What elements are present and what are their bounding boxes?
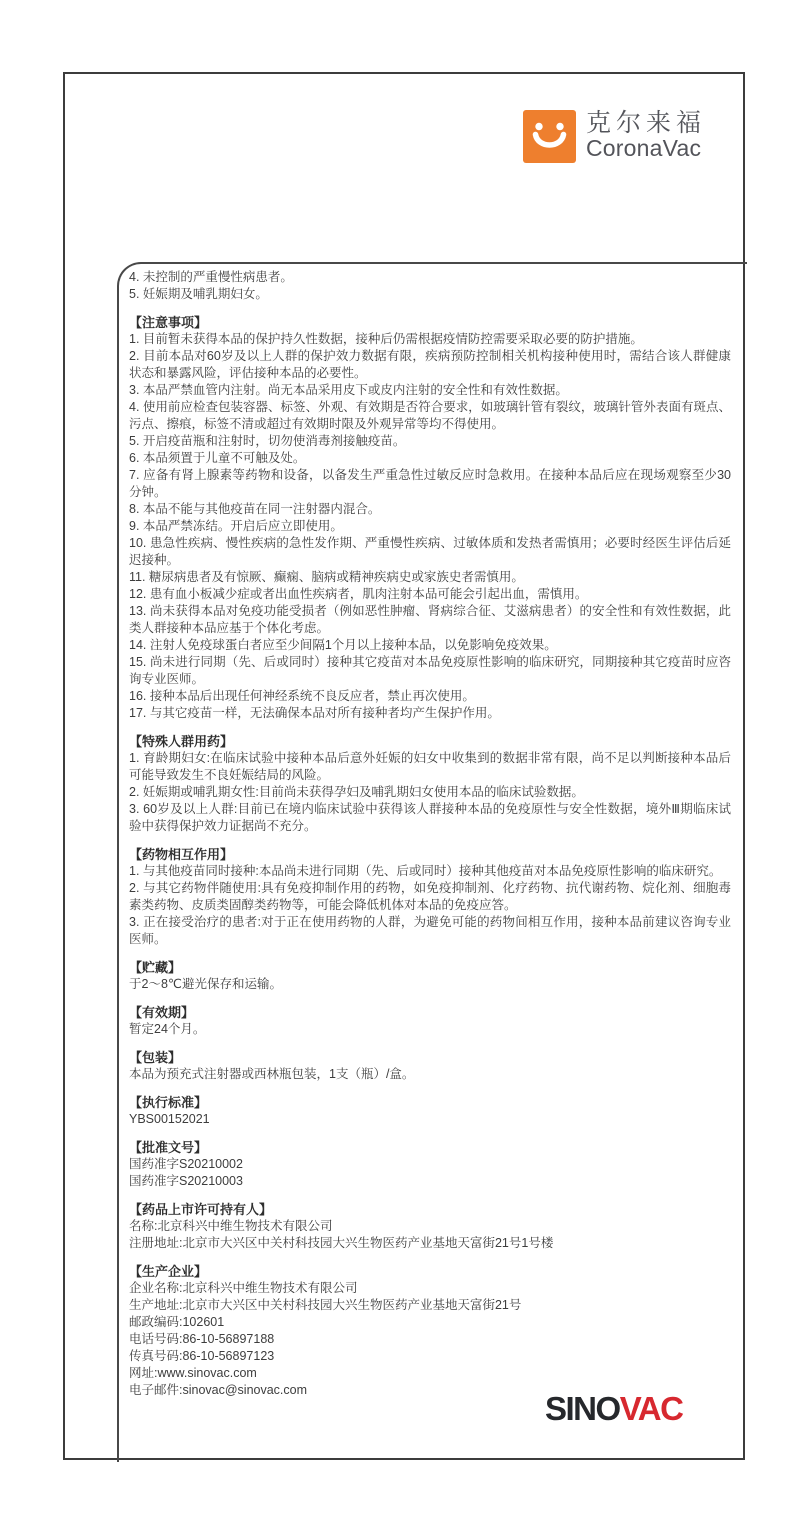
section-paragraph: 17. 与其它疫苗一样，无法确保本品对所有接种者均产生保护作用。 [129,706,500,720]
section-paragraph: 企业名称:北京科兴中维生物技术有限公司 [129,1281,358,1295]
brand-logo [523,110,706,163]
section-paragraph: 1. 目前暂未获得本品的保护持久性数据，接种后仍需根据疫情防控需要采取必要的防护措施。 [129,332,643,346]
page-border [63,72,745,1460]
section-paragraph: 3. 本品严禁血管内注射。尚无本品采用皮下或皮内注射的安全性和有效性数据。 [129,383,568,397]
section [129,1263,731,1399]
section-paragraph: 暂定24个月。 [129,1022,206,1036]
section-paragraph: 邮政编码:102601 [129,1315,225,1329]
section-heading: 【贮藏】 [129,960,182,975]
section-heading: 【批准文号】 [129,1140,208,1155]
section-paragraph: 15. 尚未进行同期（先、后或同时）接种其它疫苗对本品免疫原性影响的临床研究，同期接种其它疫苗时应咨询专业医师。 [129,655,731,686]
section-paragraph: 9. 本品严禁冻结。开启后应立即使用。 [129,519,343,533]
section-paragraph: 于2～8℃避光保存和运输。 [129,977,282,991]
intro-line: 4. 未控制的严重慢性病患者。 [129,270,293,284]
brand-name-cn: 克尔来福 [586,109,707,137]
brand-text [586,110,706,160]
section-paragraph: 5. 开启疫苗瓶和注射时，切勿使消毒剂接触疫苗。 [129,434,406,448]
intro-line: 5. 妊娠期及哺乳期妇女。 [129,287,268,301]
intro-block [129,269,731,303]
section-paragraph: 14. 注射人免疫球蛋白者应至少间隔1个月以上接种本品，以免影响免疫效果。 [129,638,557,652]
section [129,846,731,948]
section [129,1049,731,1083]
sinovac-logo-sino: SINO [545,1390,620,1427]
section [129,1094,731,1128]
section-paragraph: 12. 患有血小板减少症或者出血性疾病者，肌肉注射本品可能会引起出血，需慎用。 [129,587,588,601]
section-paragraph: YBS00152021 [129,1112,210,1126]
section-paragraph: 13. 尚未获得本品对免疫功能受损者（例如恶性肿瘤、肾病综合征、艾滋病患者）的安全性和有效性数据，此类人群接种本品应基于个体化考虑。 [129,604,731,635]
section-paragraph: 电话号码:86-10-56897188 [129,1332,275,1346]
section [129,314,731,722]
section-paragraph: 网址:www.sinovac.com [129,1366,257,1380]
section-heading: 【执行标准】 [129,1095,208,1110]
sections-block [129,314,731,1399]
section [129,1139,731,1190]
section-paragraph: 7. 应备有肾上腺素等药物和设备，以备发生严重急性过敏反应时急救用。在接种本品后应在现场观察至少30分钟。 [129,468,731,499]
section-paragraph: 电子邮件:sinovac@sinovac.com [129,1383,308,1397]
section-heading: 【药品上市许可持有人】 [129,1202,273,1217]
section-paragraph: 11. 糖尿病患者及有惊厥、癫痫、脑病或精神疾病史或家族史者需慎用。 [129,570,524,584]
section-paragraph: 10. 患急性疾病、慢性疾病的急性发作期、严重慢性疾病、过敏体质和发热者需慎用；必要时经医生评估后延迟接种。 [129,536,731,567]
section-paragraph: 16. 接种本品后出现任何神经系统不良反应者，禁止再次使用。 [129,689,475,703]
smiley-icon [523,110,576,163]
section-paragraph: 4. 使用前应检查包装容器、标签、外观、有效期是否符合要求，如玻璃针管有裂纹，玻璃针管外表面有斑点、污点、擦痕，标签不清或超过有效期时限及外观异常等均不得使用。 [129,400,731,431]
sinovac-logo [545,1392,682,1426]
section-paragraph: 国药准字S20210002 [129,1157,243,1171]
section-paragraph: 3. 60岁及以上人群:目前已在境内临床试验中获得该人群接种本品的免疫原性与安全性数据，境外Ⅲ期临床试验中获得保护效力证据尚不充分。 [129,802,731,833]
section [129,1201,731,1252]
content-panel [117,262,747,1462]
section-heading: 【生产企业】 [129,1264,208,1279]
section-heading: 【注意事项】 [129,315,208,330]
section-paragraph: 6. 本品须置于儿童不可触及处。 [129,451,306,465]
section-paragraph: 1. 与其他疫苗同时接种:本品尚未进行同期（先、后或同时）接种其他疫苗对本品免疫原性影响的临床研究。 [129,864,722,878]
section-paragraph: 8. 本品不能与其他疫苗在同一注射器内混合。 [129,502,381,516]
section-paragraph: 注册地址:北京市大兴区中关村科技园大兴生物医药产业基地天富街21号1号楼 [129,1236,554,1250]
section-paragraph: 1. 育龄期妇女:在临床试验中接种本品后意外妊娠的妇女中收集到的数据非常有限，尚不足以判断接种本品后可能导致发生不良妊娠结局的风险。 [129,751,731,782]
section-paragraph: 本品为预充式注射器或西林瓶包装，1支（瓶）/盒。 [129,1067,415,1081]
section-heading: 【药物相互作用】 [129,847,234,862]
section-paragraph: 生产地址:北京市大兴区中关村科技园大兴生物医药产业基地天富街21号 [129,1298,522,1312]
section-paragraph: 名称:北京科兴中维生物技术有限公司 [129,1219,333,1233]
section-paragraph: 2. 妊娠期或哺乳期女性:目前尚未获得孕妇及哺乳期妇女使用本品的临床试验数据。 [129,785,584,799]
section-paragraph: 2. 目前本品对60岁及以上人群的保护效力数据有限，疾病预防控制相关机构接种使用时，需结合该人群健康状态和暴露风险，评估接种本品的必要性。 [129,349,731,380]
section-heading: 【包装】 [129,1050,182,1065]
leaflet-body [119,264,747,1399]
section-paragraph: 国药准字S20210003 [129,1174,243,1188]
section-heading: 【有效期】 [129,1005,195,1020]
section-paragraph: 3. 正在接受治疗的患者:对于正在使用药物的人群，为避免可能的药物间相互作用，接种本品前建议咨询专业医师。 [129,915,731,946]
brand-name-en: CoronaVac [586,135,702,161]
section [129,733,731,835]
section-paragraph: 2. 与其它药物伴随使用:具有免疫抑制作用的药物，如免疫抑制剂、化疗药物、抗代谢药物、烷化剂、细胞毒素类药物、皮质类固醇类药物等，可能会降低机体对本品的免疫应答。 [129,881,731,912]
section [129,1004,731,1038]
sinovac-logo-vac: VAC [619,1390,683,1427]
section-paragraph: 传真号码:86-10-56897123 [129,1349,275,1363]
section [129,959,731,993]
section-heading: 【特殊人群用药】 [129,734,234,749]
